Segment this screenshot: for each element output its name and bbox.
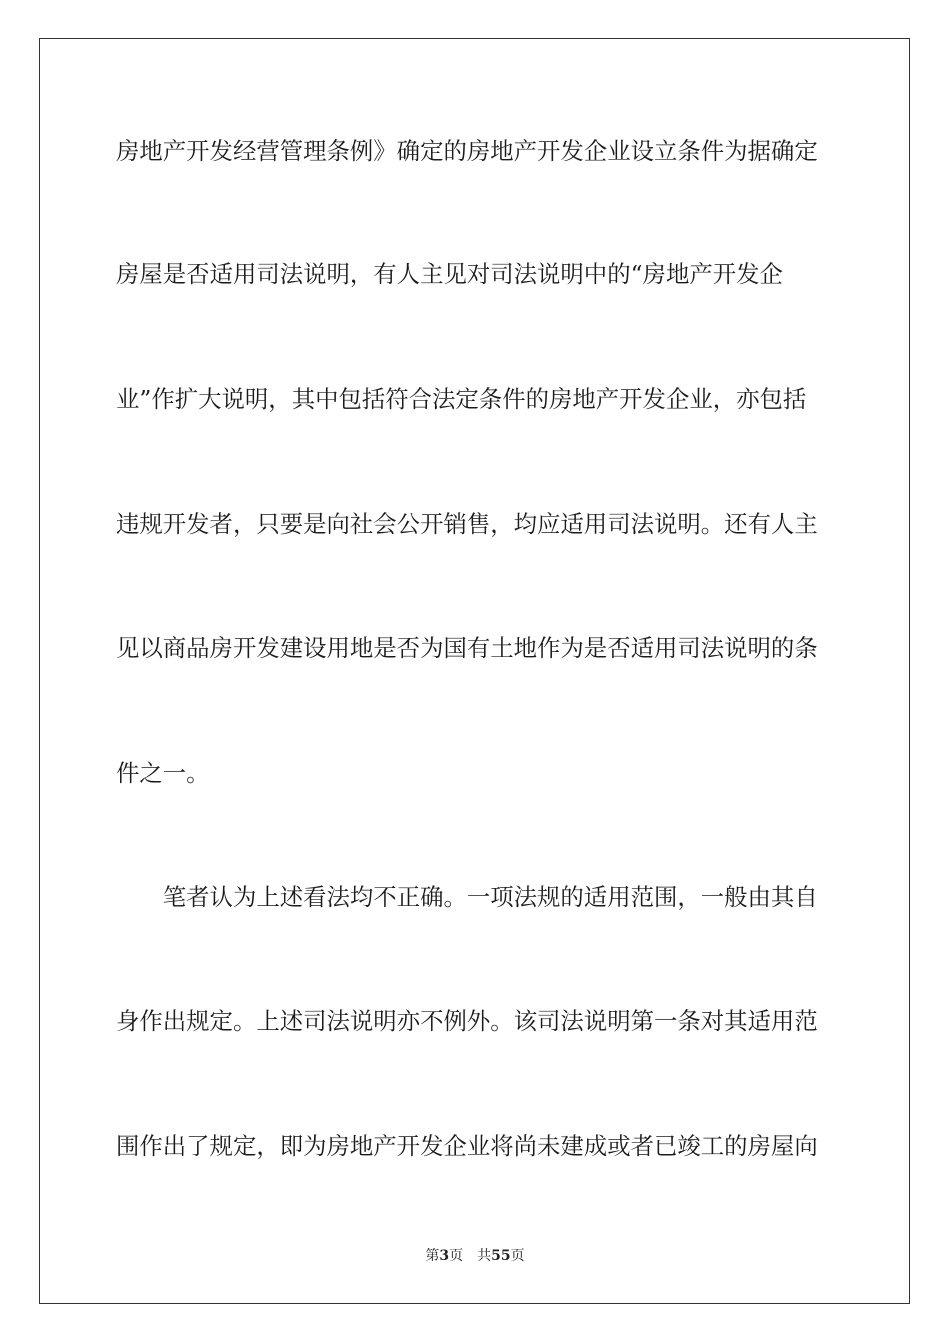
- text-line-3: 业”作扩大说明，其中包括符合法定条件的房地产开发企业，亦包括: [116, 385, 807, 413]
- text-line-4: 违规开发者，只要是向社会公开销售，均应适用司法说明。还有人主: [116, 510, 818, 538]
- text-line-9: 围作出了规定，即为房地产开发企业将尚未建成或者已竣工的房屋向: [116, 1132, 818, 1160]
- footer-total-suffix: 页: [510, 1248, 525, 1264]
- footer-page-number: 3: [439, 1248, 450, 1264]
- text-line-1: 房地产开发经营管理条例》确定的房地产开发企业设立条件为据确定: [116, 137, 818, 165]
- text-line-6: 件之一。: [116, 759, 210, 787]
- footer-page-suffix: 页: [449, 1248, 464, 1264]
- text-line-7: 笔者认为上述看法均不正确。一项法规的适用范围，一般由其自: [116, 883, 818, 911]
- footer-total-prefix: 共: [477, 1248, 492, 1264]
- text-line-5: 见以商品房开发建设用地是否为国有土地作为是否适用司法说明的条: [116, 634, 818, 662]
- text-line-2: 房屋是否适用司法说明，有人主见对司法说明中的“房地产开发企: [116, 260, 783, 288]
- footer-total-pages: 55: [491, 1248, 511, 1264]
- page-footer: [0, 1247, 950, 1265]
- text-line-8: 身作出规定。上述司法说明亦不例外。该司法说明第一条对其适用范: [116, 1007, 818, 1035]
- page-border: [39, 38, 910, 1304]
- footer-page-prefix: 第: [425, 1248, 440, 1264]
